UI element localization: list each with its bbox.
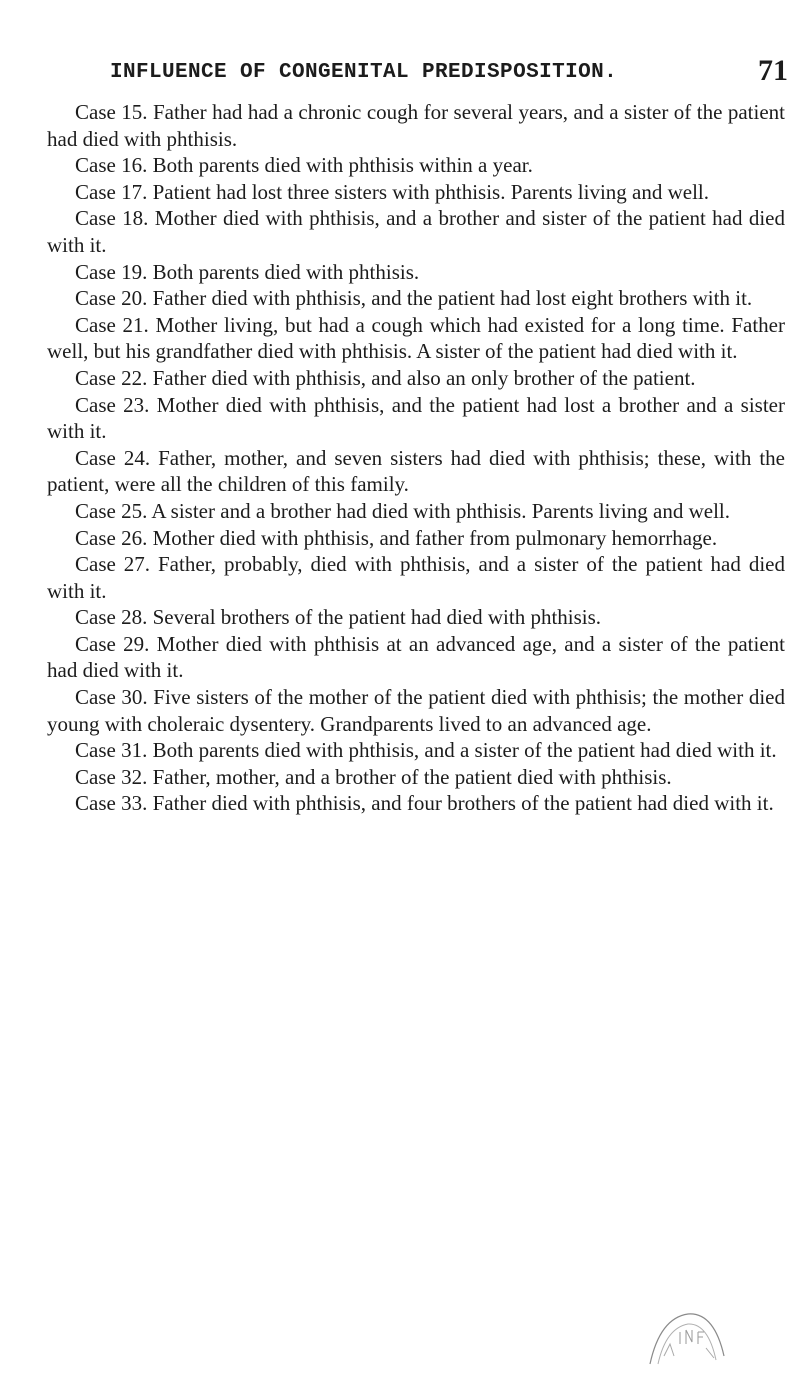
case-paragraph: Case 18. Mother died with phthisis, and a brother and sister of the patient had died with it. [47, 206, 785, 257]
case-paragraph: Case 26. Mother died with phthisis, and father from pulmonary hemorrhage. [75, 525, 718, 550]
case-paragraph: Case 15. Father had had a chronic cough for several years, and a sister of the patient had died with phthisis. [47, 100, 785, 151]
case-paragraph: Case 27. Father, probably, died with phthisis, and a sister of the patient had died with it. [47, 552, 785, 603]
case-paragraph: Case 29. Mother died with phthisis at an advanced age, and a sister of the patient had died with it. [47, 631, 785, 683]
case-paragraph: Case 25. A sister and a brother had died with phthisis. Parents living and well. [75, 498, 730, 523]
case-list [47, 99, 785, 817]
case-paragraph: Case 31. Both parents died with phthisis, and a sister of the patient had died with it. [75, 738, 777, 763]
case-paragraph: Case 23. Mother died with phthisis, and the patient had lost a brother and a sister with it. [47, 392, 785, 444]
case-paragraph: Case 16. Both parents died with phthisis within a year. [75, 153, 533, 178]
page-number: 71 [758, 54, 788, 87]
case-paragraph: Case 33. Father died with phthisis, and four brothers of the patient had died with it. [75, 791, 774, 816]
case-paragraph: Case 22. Father died with phthisis, and also an only brother of the patient. [75, 365, 696, 390]
case-paragraph: Case 30. Five sisters of the mother of the patient died with phthisis; the mother died young with choleraic dysentery. Grandparents lived to an advanced age. [47, 685, 785, 736]
running-title: INFLUENCE OF CONGENITAL PREDISPOSITION. [110, 61, 618, 84]
case-paragraph: Case 20. Father died with phthisis, and the patient had lost eight brothers with it. [75, 286, 753, 311]
case-paragraph: Case 17. Patient had lost three sisters with phthisis. Parents living and well. [75, 179, 710, 204]
case-paragraph: Case 24. Father, mother, and seven sisters had died with phthisis; these, with the patient, were all the children of this family. [47, 445, 785, 497]
library-stamp [640, 1296, 730, 1366]
case-paragraph: Case 32. Father, mother, and a brother of the patient died with phthisis. [75, 764, 672, 789]
case-paragraph: Case 28. Several brothers of the patient had died with phthisis. [75, 605, 602, 630]
case-paragraph: Case 19. Both parents died with phthisis. [75, 259, 420, 284]
running-head [110, 54, 788, 92]
case-paragraph: Case 21. Mother living, but had a cough which had existed for a long time. Father well, but his grandfather died with phthisis. A sister of the patient had died with it. [47, 312, 785, 364]
